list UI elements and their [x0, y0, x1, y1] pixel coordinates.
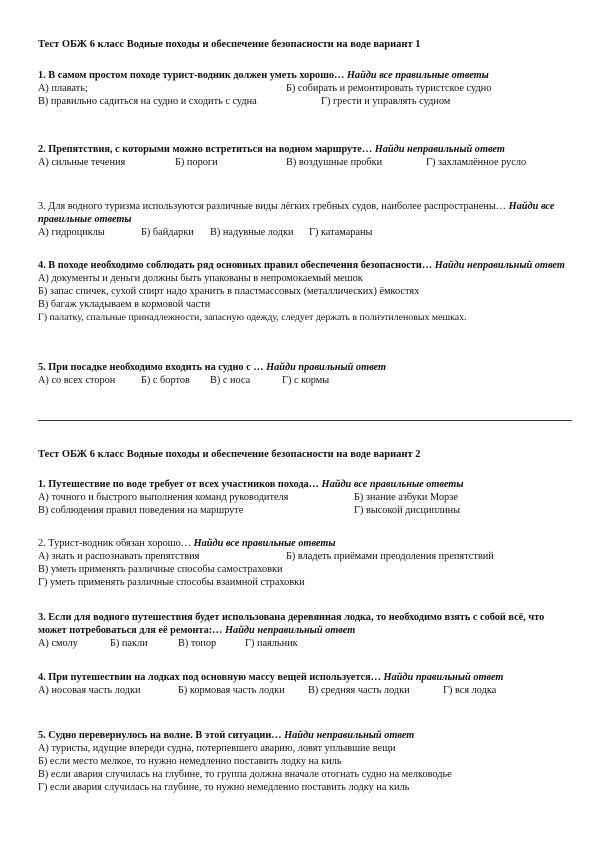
v1-q4-text: 4. В походе необходимо соблюдать ряд основных правил обеспечения безопасности… [38, 260, 433, 271]
v1-q1-option-a: А) плавать; [38, 83, 88, 94]
v2-q4-option-a: А) носовая часть лодки [38, 685, 141, 696]
v2-q2-text: 2. Турист-водник обязан хорошо… [38, 538, 192, 549]
v2-q3-option-b: Б) пакли [110, 638, 148, 649]
v1-q1-text: 1. В самом простом походе турист-водник должен уметь хорошо… [38, 70, 345, 81]
v1-q3-option-a: А) гидроциклы [38, 227, 105, 238]
v1-question-3 [38, 200, 568, 239]
v1-q4-option-c: В) багаж укладываем в кормовой части [38, 299, 211, 310]
v2-q4-text: 4. При путешествии на лодках под основную массу вещей используется… [38, 672, 381, 683]
v2-q5-option-b: Б) если место мелкое, то нужно немедленно поставить лодку на киль [38, 756, 342, 767]
v2-q1-option-d: Г) высокой дисциплины [354, 505, 461, 516]
v2-q1-hint: Найди все правильные ответы [318, 479, 464, 490]
variant-divider [38, 420, 572, 421]
v2-q2-option-d: Г) уметь применять различные способы взаимной страховки [38, 577, 305, 588]
v2-q1-option-a: А) точного и быстрого выполнения команд руководителя [38, 492, 289, 503]
v1-q2-option-b: Б) пороги [175, 157, 218, 168]
v1-q5-option-a: А) со всех сторон [38, 375, 116, 386]
v1-q4-option-d: Г) палатку, спальные принадлежности, запасную одежду, следует держать в полиэтиленовых мешках. [38, 312, 467, 323]
v2-q4-option-d: Г) вся лодка [443, 685, 497, 696]
v2-q5-option-d: Г) если авария случилась на глубине, то нужно немедленно поставить лодку на киль [38, 782, 410, 793]
v2-q2-option-c: В) уметь применять различные способы самостраховки [38, 564, 283, 575]
v2-question-2 [38, 537, 568, 589]
v2-q1-text: 1. Путешествие по воде требует от всех участников похода… [38, 479, 319, 490]
v1-q2-hint: Найди неправильный ответ [372, 144, 505, 155]
v1-q5-option-c: В) с носа [210, 375, 251, 386]
v2-q5-option-a: А) туристы, идущие впереди судна, потерпевшего аварию, ловят уплывшие вещи [38, 743, 396, 754]
v2-q4-option-c: В) средняя часть лодки [308, 685, 410, 696]
v1-q4-option-a: А) документы и деньги должны быть упакованы в непромокаемый мешок [38, 273, 363, 284]
v1-q5-option-b: Б) с бортов [141, 375, 190, 386]
v1-q2-text: 2. Препятствия, с которыми можно встретиться на водном маршруте… [38, 144, 373, 155]
v1-question-2 [38, 143, 568, 169]
v2-question-4 [38, 671, 568, 697]
v1-q3-hint: Найди все правильные ответы [38, 201, 555, 225]
v1-q2-option-d: Г) захламлённое русло [426, 157, 527, 168]
v2-q2-option-b: Б) владеть приёмами преодоления препятствий [286, 551, 494, 562]
v2-q1-option-b: Б) знание азбуки Морзе [354, 492, 458, 503]
v2-question-5 [38, 729, 568, 794]
v2-q3-option-d: Г) паяльник [245, 638, 298, 649]
v2-q5-option-c: В) если авария случилась на глубине, то группа должна вначале отогнать судно на мелководье [38, 769, 452, 780]
v1-question-4 [38, 259, 568, 324]
v1-question-1 [38, 69, 568, 108]
v1-q5-text: 5. При посадке необходимо входить на судно с … [38, 362, 264, 373]
v1-q1-option-c: В) правильно садиться на судно и сходить с судна [38, 96, 257, 107]
v1-q3-text: 3. Для водного туризма используются различные виды лёгких гребных судов, наиболее распространены… [38, 201, 507, 212]
v2-q4-option-b: Б) кормовая часть лодки [178, 685, 285, 696]
v1-q2-option-a: А) сильные течения [38, 157, 126, 168]
v1-q4-option-b: Б) запас спичек, сухой спирт надо хранить в пластмассовых (металлических) ёмкостях [38, 286, 420, 297]
v1-q2-option-c: В) воздушные пробки [286, 157, 383, 168]
v2-q5-hint: Найди неправильный ответ [281, 730, 415, 741]
v2-q3-hint: Найди неправильный ответ [222, 625, 356, 636]
v2-q2-option-a: А) знать и распознавать препятствия [38, 551, 200, 562]
v2-q1-option-c: В) соблюдения правил поведения на маршруте [38, 505, 244, 516]
v1-q1-option-b: Б) собирать и ремонтировать туристское судно [286, 83, 492, 94]
v1-q1-option-d: Г) грести и управлять судном [321, 96, 451, 107]
v1-q1-hint: Найди все правильные ответы [344, 70, 489, 81]
v1-question-5 [38, 361, 568, 387]
v2-question-3 [38, 611, 568, 650]
v1-q4-hint: Найди неправильный ответ [432, 260, 565, 271]
variant-1-title: Тест ОБЖ 6 класс Водные походы и обеспечение безопасности на воде вариант 1 [38, 39, 421, 50]
variant-2-title: Тест ОБЖ 6 класс Водные походы и обеспечение безопасности на воде вариант 2 [38, 449, 421, 460]
v2-q3-option-a: А) смолу [38, 638, 78, 649]
v2-q4-hint: Найди правильный ответ [380, 672, 504, 683]
v1-q5-hint: Найди правильный ответ [263, 362, 386, 373]
v2-question-1 [38, 478, 568, 517]
v1-q3-option-c: В) надувные лодки [210, 227, 294, 238]
v2-q3-text: 3. Если для водного путешествия будет использована деревянная лодка, то необходимо взять с собой всё, что может потребоваться для её ремонта:… [38, 612, 545, 636]
v1-q3-option-d: Г) катамараны [309, 227, 373, 238]
v2-q2-hint: Найди все правильные ответы [191, 538, 336, 549]
v1-q5-option-d: Г) с кормы [282, 375, 330, 386]
v1-q3-option-b: Б) байдарки [141, 227, 194, 238]
v2-q3-option-c: В) топор [178, 638, 217, 649]
v2-q5-text: 5. Судно перевернулось на волне. В этой ситуации… [38, 730, 282, 741]
